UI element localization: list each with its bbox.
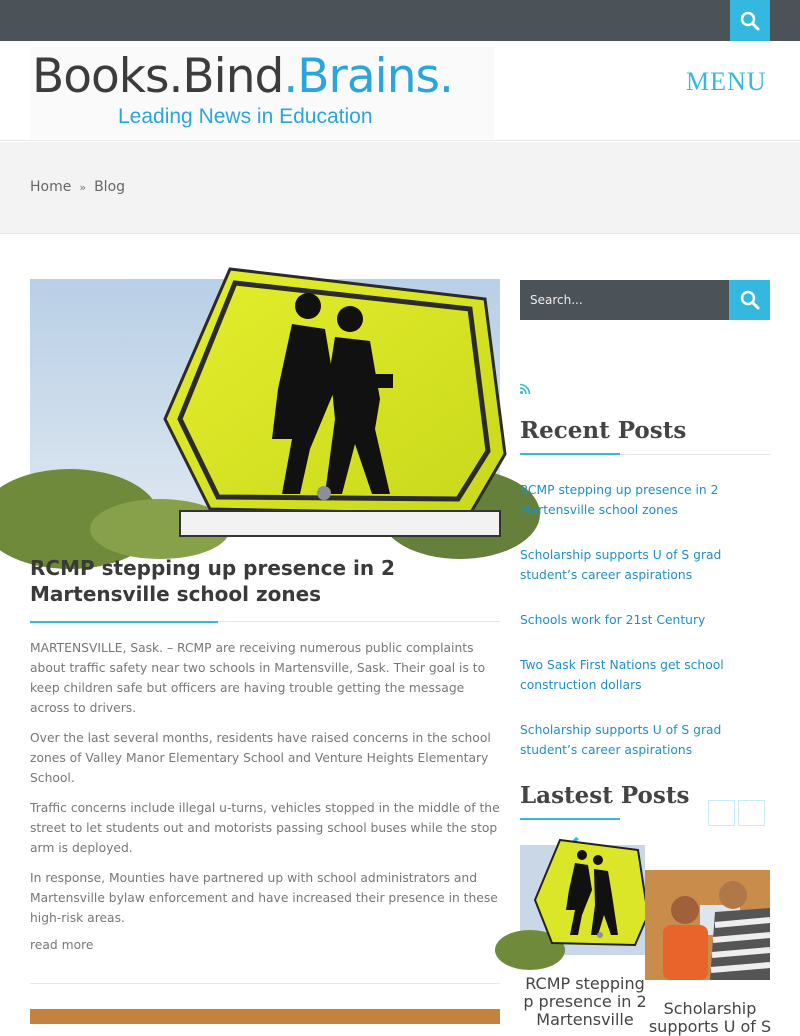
latest-post-thumbnail[interactable] xyxy=(520,845,645,955)
breadcrumb xyxy=(30,179,125,195)
post-title-accent xyxy=(30,621,218,623)
sidebar-search-input[interactable] xyxy=(520,280,729,320)
recent-post-link[interactable]: Two Sask First Nations get school construction dollars xyxy=(520,658,724,692)
slider-next-button[interactable] xyxy=(738,800,765,826)
logo-text xyxy=(32,49,453,105)
post-paragraph: Traffic concerns include illegal u-turns, vehicles stopped in the middle of the street to let students out and motorists passing school buses while the stop arm is deployed. xyxy=(30,801,500,855)
latest-posts-slider xyxy=(520,836,772,1036)
post-featured-image[interactable] xyxy=(30,279,500,536)
post-paragraph: In response, Mounties have partnered up with school administrators and Martensville bylaw enforcement and have increased their presence in these high-risk areas. xyxy=(30,871,498,925)
recent-post-link[interactable]: RCMP stepping up presence in 2 Martensville school zones xyxy=(520,483,719,517)
latest-post-caption[interactable]: Scholarship supports U of S xyxy=(648,999,772,1036)
menu-button[interactable]: MENU xyxy=(686,67,767,96)
search-icon xyxy=(740,290,760,310)
post-title[interactable]: RCMP stepping up presence in 2 Martensville school zones xyxy=(30,556,395,606)
logo-part-brains: .Brains. xyxy=(283,49,453,104)
latest-posts-accent xyxy=(520,818,620,820)
rss-icon[interactable] xyxy=(520,379,530,398)
top-search-button[interactable] xyxy=(730,0,770,41)
breadcrumb-current: Blog xyxy=(94,179,126,195)
top-bar xyxy=(0,0,800,41)
breadcrumb-separator-icon: » xyxy=(79,180,87,194)
site-logo[interactable] xyxy=(30,47,494,139)
slider-prev-button[interactable] xyxy=(708,800,735,826)
site-header xyxy=(0,41,800,141)
latest-post-thumbnail[interactable] xyxy=(645,870,770,980)
logo-tagline: Leading News in Education xyxy=(118,105,373,128)
read-more-link[interactable]: read more xyxy=(30,938,94,952)
sidebar-search xyxy=(520,280,729,320)
latest-posts-title: Lastest Posts xyxy=(520,782,690,809)
post-paragraph: MARTENSVILLE, Sask. – RCMP are receiving numerous public complaints about traffic safety near two schools in Martensville, Sask. Their goal is to keep children safe but officers are having trouble getting the message across to drivers. xyxy=(30,641,486,715)
recent-post-link[interactable]: Scholarship supports U of S grad student’s career aspirations xyxy=(520,723,722,757)
recent-post-link[interactable]: Schools work for 21st Century xyxy=(520,613,706,627)
post-paragraph: Over the last several months, residents have raised concerns in the school zones of Valley Manor Elementary School and Venture Heights Elementary School. xyxy=(30,731,491,785)
recent-posts-accent xyxy=(520,453,620,455)
post-excerpt xyxy=(30,638,500,938)
recent-posts-list xyxy=(520,480,770,785)
recent-posts-title: Recent Posts xyxy=(520,417,687,444)
next-post-image[interactable] xyxy=(30,1009,500,1024)
recent-post-link[interactable]: Scholarship supports U of S grad student’s career aspirations xyxy=(520,548,722,582)
post-separator xyxy=(30,983,500,984)
search-icon xyxy=(740,11,760,31)
logo-part-books: Books.Bind xyxy=(32,49,284,104)
sidebar-search-button[interactable] xyxy=(729,280,770,320)
latest-post-caption[interactable]: RCMP stepping p presence in 2 Martensville xyxy=(523,974,647,1029)
breadcrumb-bar xyxy=(0,142,800,234)
breadcrumb-home-link[interactable]: Home xyxy=(30,179,72,195)
